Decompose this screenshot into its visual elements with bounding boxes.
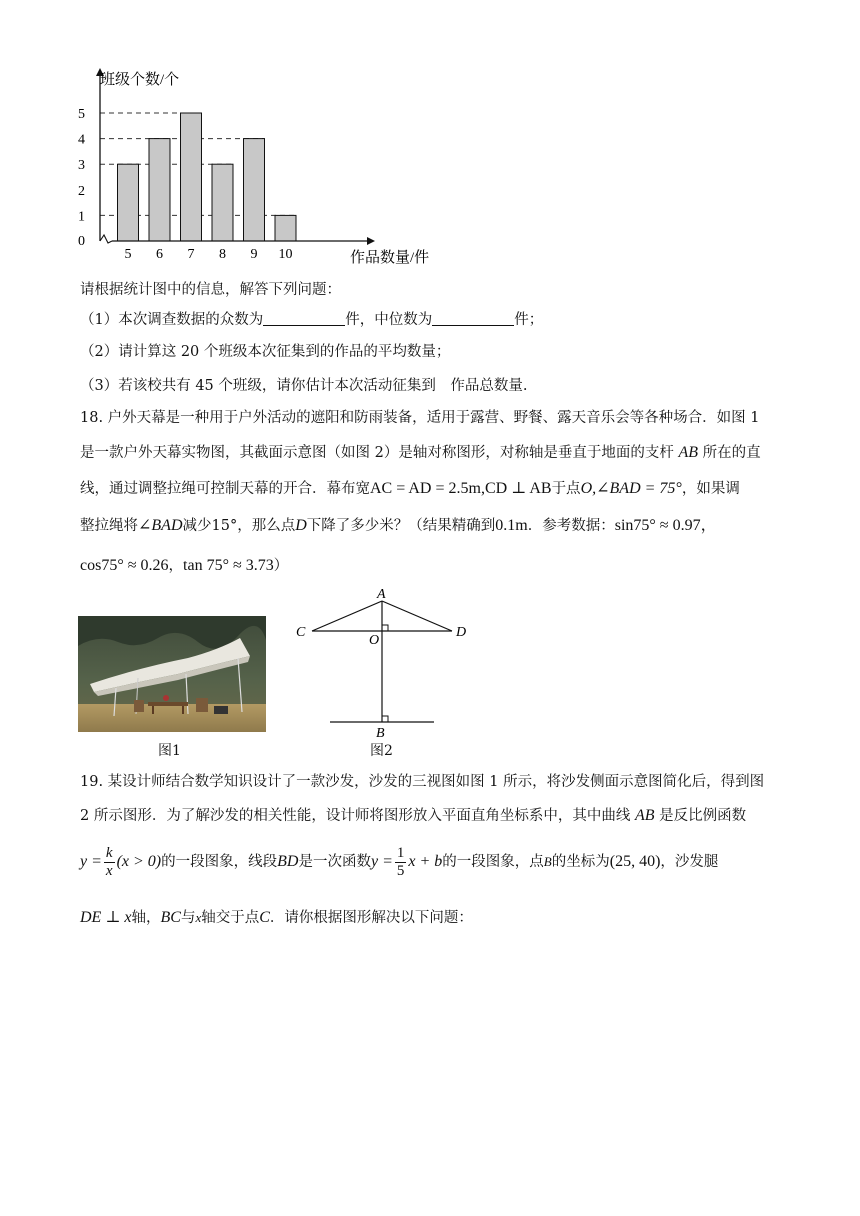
- right-angle-mark-b: [382, 716, 388, 722]
- q19-line2-text-a: 2 所示图形．为了解沙发的相关性能，设计师将图形放入平面直角坐标系中，其中曲线: [80, 808, 631, 824]
- bar-7: [181, 113, 202, 241]
- q18-line2-text-c: 所在的直: [702, 445, 761, 461]
- label-b: B: [376, 726, 385, 741]
- q17-intro: 请根据统计图中的信息，解答下列问题：: [80, 282, 341, 298]
- q17-part1: [80, 310, 543, 330]
- fraction-numerator-k: k: [105, 844, 113, 861]
- q18-line4-text-a: 整拉绳将: [80, 518, 138, 534]
- x-tick-7: 7: [187, 247, 195, 262]
- q19-curve-ab: AB: [634, 807, 655, 824]
- q17-part2: （2）请计算这 20 个班级本次征集到的作品的平均数量；: [80, 344, 451, 360]
- q19-line2-text-c: 是反比例函数: [659, 808, 747, 824]
- chart-y-axis-label: 班级个数/个: [100, 72, 180, 88]
- figure2-caption: 图2: [370, 743, 393, 759]
- label-c: C: [296, 625, 306, 640]
- q19-line3: [80, 842, 718, 882]
- q18-line2-text-a: 是一款户外天幕实物图，其截面示意图（如图 2）是轴对称图形，对称轴是垂直于地面的支杆: [80, 445, 674, 461]
- q18-line1: 18. 户外天幕是一种用于户外活动的遮阳和防雨装备，适用于露营、野餐、露天音乐会等各种场合．如图 1: [80, 410, 760, 426]
- q19-y-equals: y =: [80, 853, 102, 870]
- bar-10: [275, 215, 296, 241]
- q19-point-c: C: [259, 909, 270, 926]
- q19-x-axis: x: [195, 910, 202, 925]
- segment-ac: [312, 601, 382, 631]
- canopy-cross-section-diagram: [290, 584, 490, 744]
- q19-domain-condition: (x > 0): [116, 853, 162, 870]
- y-tick-1: 1: [78, 209, 85, 225]
- q19-line3-mid2: 是一次函数: [298, 854, 371, 870]
- x-tick-8: 8: [219, 247, 226, 262]
- q19-line4-text-f: 轴交于点: [201, 910, 260, 926]
- label-a: A: [377, 587, 386, 602]
- right-angle-mark-o: [382, 625, 388, 631]
- q17-part1-text-b: 件，中位数为: [345, 312, 433, 328]
- q18-line4-text-g: ．参考数据：: [527, 518, 615, 534]
- bar-8: [212, 164, 233, 241]
- q18-line5-sep: ，: [168, 558, 184, 574]
- q18-sin75: sin75° ≈ 0.97，: [614, 517, 717, 534]
- q18-line5-end: ）: [273, 558, 289, 574]
- q18-segment-ab: AB: [678, 444, 698, 461]
- y-tick-5: 5: [78, 107, 85, 122]
- q18-line4: [80, 516, 717, 536]
- q17-part1-text-a: （1）本次调查数据的众数为: [80, 312, 264, 328]
- q18-line5: [80, 556, 288, 576]
- chart-bars: [118, 113, 297, 241]
- bar-5: [118, 164, 139, 241]
- q19-point-b-coordinates: (25, 40): [609, 853, 661, 870]
- q18-angle-bad: ∠BAD: [138, 517, 183, 534]
- q19-segment-bc: BC: [160, 909, 181, 926]
- q19-line1: 19. 某设计师结合数学知识设计了一款沙发，沙发的三视图如图 1 所示，将沙发侧面示意图简化后，得到图: [80, 774, 765, 790]
- y-tick-0: 0: [78, 234, 85, 249]
- segment-ad: [382, 601, 452, 631]
- q18-line3-text-c: 于点: [551, 481, 581, 497]
- bar-9: [244, 139, 265, 241]
- bar-chart: [70, 62, 460, 272]
- x-axis-arrow: [367, 237, 375, 245]
- q19-line4: [80, 908, 473, 928]
- q18-point-d: D: [295, 517, 307, 534]
- chart-x-axis-label: 作品数量/件: [350, 250, 430, 266]
- y-tick-4: 4: [78, 132, 85, 148]
- label-d: D: [456, 625, 467, 640]
- q18-line4-text-e: 下降了多少米？（结果精确到: [306, 518, 496, 534]
- q18-line3-text-a: 线，通过调整拉绳可控制天幕的开合．幕布宽: [80, 481, 370, 497]
- q18-precision: 0.1m: [495, 517, 528, 534]
- q19-line3-end: ，沙发腿: [660, 854, 719, 870]
- q18-formula-angle: O,∠BAD = 75°: [580, 480, 682, 497]
- q18-tan75: tan 75° ≈ 3.73: [183, 557, 274, 574]
- x-tick-9: 9: [250, 247, 258, 262]
- q18-line4-text-c: 减少15°，那么点: [182, 518, 296, 534]
- fraction-denominator-x: x: [105, 862, 113, 879]
- answer-blank-mode[interactable]: [263, 311, 345, 326]
- label-o: O: [369, 633, 380, 648]
- fraction-k-over-x: [104, 845, 115, 880]
- q19-line3-mid4: 的坐标为: [551, 854, 610, 870]
- q18-line3: [80, 479, 740, 499]
- q19-segment-bd: BD: [277, 853, 299, 870]
- q19-line2: [80, 806, 746, 826]
- q19-line3-mid: 的一段图象，线段: [161, 854, 278, 870]
- q18-line2: [80, 443, 761, 463]
- q19-line4-text-b: 轴，: [131, 910, 161, 926]
- y-tick-2: 2: [78, 183, 85, 199]
- q19-line3-mid3: 的一段图象，点: [442, 854, 544, 870]
- y-tick-3: 3: [78, 158, 85, 174]
- x-tick-10: 10: [278, 247, 293, 262]
- axis-break-mark: [100, 235, 112, 243]
- q19-point-b: B: [543, 854, 552, 869]
- q19-line4-text-d: 与: [180, 910, 196, 926]
- canopy-photo: [78, 616, 266, 732]
- fraction-one-fifth: [395, 845, 407, 880]
- fraction-denominator-5: 5: [396, 862, 405, 879]
- chart-x-ticks: [125, 247, 293, 262]
- q18-line3-text-e: ，如果调: [681, 481, 740, 497]
- figure1-caption: 图1: [158, 743, 181, 759]
- q18-cos75: cos75° ≈ 0.26: [80, 557, 169, 574]
- q19-de-perp-x: DE ⊥ x: [80, 909, 132, 926]
- q19-x-plus-b: x + b: [408, 853, 443, 870]
- x-tick-5: 5: [124, 247, 132, 262]
- bar-6: [149, 139, 170, 241]
- q17-part3: （3）若该校共有 45 个班级，请你估计本次活动征集到 作品总数量.: [80, 378, 528, 394]
- chart-y-ticks: [78, 107, 85, 249]
- fraction-numerator-1: 1: [396, 844, 405, 861]
- q19-line4-text-h: ．请你根据图形解决以下问题：: [269, 910, 473, 926]
- answer-blank-median[interactable]: [432, 311, 514, 326]
- q17-part1-text-c: 件；: [514, 312, 544, 328]
- x-tick-6: 6: [156, 247, 163, 262]
- q18-formula-ac-ad: AC = AD = 2.5m,CD ⊥ AB: [370, 480, 552, 497]
- q19-y-equals-2: y =: [370, 853, 393, 870]
